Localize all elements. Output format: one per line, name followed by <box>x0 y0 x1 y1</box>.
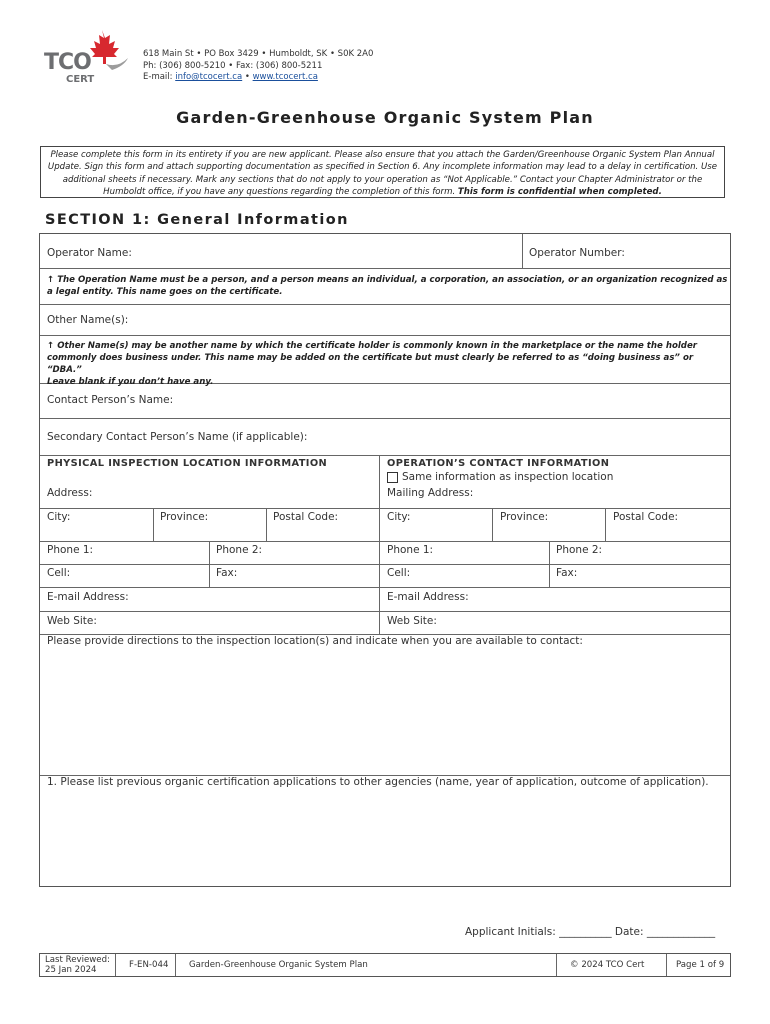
last-reviewed-date: 25 Jan 2024 <box>45 965 97 975</box>
contact-phone1-label: Phone 1: <box>387 544 434 556</box>
page-number: Page 1 of 9 <box>676 960 725 970</box>
intro-box <box>40 146 725 198</box>
operator-number-label: Operator Number: <box>529 247 625 259</box>
contact-info-heading: OPERATION’S CONTACT INFORMATION <box>387 458 610 469</box>
same-info-checkbox[interactable] <box>387 472 398 483</box>
contact-postal-label: Postal Code: <box>613 511 679 523</box>
physical-phone1-label: Phone 1: <box>47 544 94 556</box>
physical-email-label: E-mail Address: <box>47 591 129 603</box>
form-name: Garden-Greenhouse Organic System Plan <box>189 960 368 970</box>
logo-subtext: CERT <box>66 74 95 85</box>
contact-phone2-label: Phone 2: <box>556 544 603 556</box>
form-code: F-EN-044 <box>129 960 169 970</box>
contact-province-label: Province: <box>500 511 549 523</box>
contact-city-label: City: <box>387 511 411 523</box>
logo-text: TCO <box>44 50 91 75</box>
last-reviewed <box>45 954 113 976</box>
physical-address-label: Address: <box>47 487 93 499</box>
operator-name-label: Operator Name: <box>47 247 132 259</box>
contact-cell-label: Cell: <box>387 567 411 579</box>
email-line <box>143 72 373 84</box>
operation-name-note: ↑ The Operation Name must be a person, and a person means an individual, a corporation, an association, or an organization recognized as a legal entity. This name goes on the certificate. <box>47 275 728 297</box>
section-1-title: SECTION 1: General Information <box>45 212 349 228</box>
copyright: © 2024 TCO Cert <box>570 960 645 970</box>
physical-cell-label: Cell: <box>47 567 71 579</box>
secondary-contact-label: Secondary Contact Person’s Name (if applicable): <box>47 431 308 443</box>
email-prefix: E-mail: <box>143 72 173 82</box>
previous-certification-question: 1. Please list previous organic certification applications to other agencies (name, year of application, outcome of application). <box>47 776 709 788</box>
contact-fax-label: Fax: <box>556 567 578 579</box>
website-link[interactable]: www.tcocert.ca <box>252 72 318 82</box>
same-info-label: Same information as inspection location <box>402 471 614 483</box>
contact-website-label: Web Site: <box>387 615 437 627</box>
other-names-label: Other Name(s): <box>47 314 129 326</box>
physical-website-label: Web Site: <box>47 615 97 627</box>
physical-fax-label: Fax: <box>216 567 238 579</box>
physical-city-label: City: <box>47 511 71 523</box>
email-link[interactable]: info@tcocert.ca <box>175 72 243 82</box>
intro-confidential: This form is confidential when completed. <box>457 186 662 197</box>
phone-line: Ph: (306) 800-5210 • Fax: (306) 800-5211 <box>143 60 323 71</box>
physical-province-label: Province: <box>160 511 209 523</box>
tco-cert-logo <box>40 24 140 94</box>
contact-block <box>143 49 373 84</box>
last-reviewed-label: Last Reviewed: <box>45 955 110 965</box>
general-info-form <box>39 233 731 887</box>
other-names-note: ↑ Other Name(s) may be another name by which the certificate holder is commonly known in the marketplace or the name the holder commonly does business under. This name may be added on the certificate but must clearly be referred to as “doing business as” or “DBA.” Leave blank if you don’t have any. <box>47 341 698 387</box>
physical-postal-label: Postal Code: <box>273 511 339 523</box>
separator: • <box>244 72 250 82</box>
directions-label: Please provide directions to the inspection location(s) and indicate when you are available to contact: <box>47 635 583 647</box>
address-line: 618 Main St • PO Box 3429 • Humboldt, SK • S0K 2A0 <box>143 49 374 59</box>
physical-phone2-label: Phone 2: <box>216 544 263 556</box>
physical-location-heading: PHYSICAL INSPECTION LOCATION INFORMATION <box>47 458 328 469</box>
page-footer <box>39 953 731 977</box>
applicant-initials-date: Applicant Initials: __________ Date: _____________ <box>465 926 716 938</box>
contact-person-label: Contact Person’s Name: <box>47 394 174 406</box>
contact-email-label: E-mail Address: <box>387 591 469 603</box>
page-title: Garden-Greenhouse Organic System Plan <box>176 108 594 127</box>
mailing-address-label: Mailing Address: <box>387 487 474 499</box>
intro-text: Please complete this form in its entirety if you are new applicant. Please also ensure that you attach the Garden/Greenhouse Organic System Plan Annual Update. Sign this form and attach supporting documentation as specified in Section 6. Any incomplete information may lead to a delay in certification. Use additional sheets if necessary. Mark any sections that do not apply to your operation as “Not Applicable.” Contact your Chapter Administrator or the Humboldt office, if you have any questions regarding the completion of this form. <box>47 150 718 197</box>
